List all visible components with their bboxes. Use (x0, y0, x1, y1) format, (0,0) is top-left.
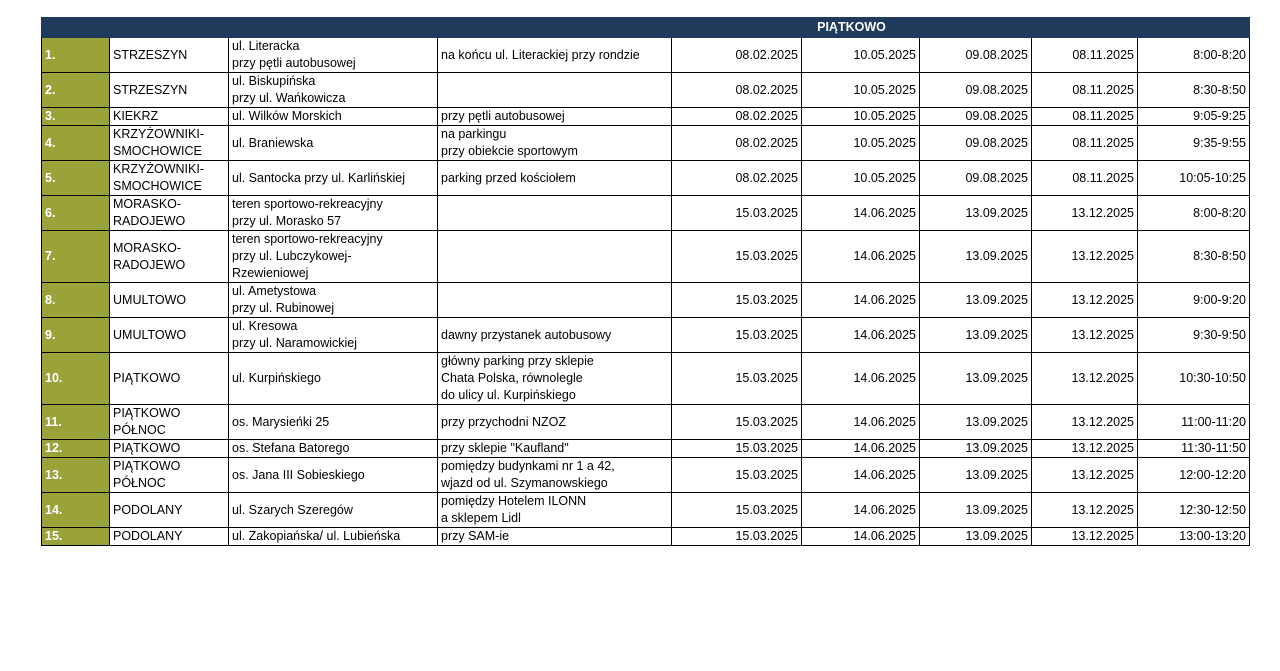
date-cell: 15.03.2025 (672, 318, 802, 353)
row-number: 10. (42, 353, 110, 405)
area-cell (110, 126, 229, 161)
date-cell: 14.06.2025 (802, 353, 920, 405)
time-cell: 8:00-8:20 (1138, 196, 1250, 231)
table-row (42, 108, 1250, 126)
date-cell: 13.09.2025 (920, 231, 1032, 283)
date-cell: 14.06.2025 (802, 493, 920, 528)
address-cell-line: os. Marysieńki 25 (232, 414, 330, 429)
date-cell: 15.03.2025 (672, 196, 802, 231)
date-cell: 13.09.2025 (920, 493, 1032, 528)
date-cell: 15.03.2025 (672, 405, 802, 440)
area-cell-line: MORASKO- (113, 197, 182, 211)
header-cell (438, 18, 672, 38)
address-cell-line: ul. Ametystowa (232, 284, 317, 298)
date-cell: 09.08.2025 (920, 108, 1032, 126)
area-cell (110, 231, 229, 283)
address-cell-line: ul. Kurpińskiego (232, 371, 321, 385)
time-cell: 8:30-8:50 (1138, 73, 1250, 108)
area-cell (110, 458, 229, 493)
address-cell-line: przy ul. Morasko 57 (232, 214, 342, 228)
area-cell-line: SMOCHOWICE (113, 144, 202, 158)
place-cell (438, 353, 672, 405)
date-cell: 08.02.2025 (672, 108, 802, 126)
time-cell: 9:00-9:20 (1138, 283, 1250, 318)
date-cell: 10.05.2025 (802, 38, 920, 73)
header-cell (1032, 18, 1138, 38)
date-cell: 13.09.2025 (920, 440, 1032, 458)
table-row (42, 38, 1250, 73)
area-cell-line: PIĄTKOWO (113, 406, 181, 420)
row-number: 13. (42, 458, 110, 493)
place-cell-line: wjazd od ul. Szymanowskiego (441, 476, 608, 490)
date-cell: 14.06.2025 (802, 405, 920, 440)
row-number: 12. (42, 440, 110, 458)
area-cell-line: KIEKRZ (113, 109, 159, 123)
date-cell: 15.03.2025 (672, 458, 802, 493)
address-cell-line: ul. Santocka przy ul. Karlińskiej (232, 170, 405, 185)
table-row (42, 161, 1250, 196)
area-cell-line: UMULTOWO (113, 292, 187, 307)
address-cell-line: ul. Wilków Morskich (232, 109, 342, 123)
place-cell (438, 440, 672, 458)
date-cell: 14.06.2025 (802, 283, 920, 318)
address-cell-line: ul. Braniewska (232, 135, 314, 150)
address-cell-line: ul. Biskupińska (232, 74, 316, 88)
date-cell: 13.12.2025 (1032, 405, 1138, 440)
date-cell: 13.09.2025 (920, 458, 1032, 493)
place-cell-line: na parkingu (441, 127, 507, 141)
date-cell: 08.02.2025 (672, 38, 802, 73)
address-cell (229, 126, 438, 161)
date-cell: 15.03.2025 (672, 353, 802, 405)
place-cell (438, 196, 672, 231)
date-cell: 13.12.2025 (1032, 458, 1138, 493)
address-cell-line: ul. Zakopiańska/ ul. Lubieńska (232, 529, 401, 543)
table-row (42, 528, 1250, 546)
date-cell: 13.09.2025 (920, 318, 1032, 353)
address-cell (229, 73, 438, 108)
address-cell (229, 528, 438, 546)
date-cell: 13.09.2025 (920, 283, 1032, 318)
date-cell: 08.11.2025 (1032, 161, 1138, 196)
place-cell (438, 38, 672, 73)
date-cell: 09.08.2025 (920, 161, 1032, 196)
place-cell-line: przy przychodni NZOZ (441, 414, 567, 429)
row-number: 1. (42, 38, 110, 73)
address-cell (229, 458, 438, 493)
place-cell-line: pomiędzy budynkami nr 1 a 42, (441, 459, 615, 473)
place-cell-line: Chata Polska, równolegle (441, 371, 583, 385)
header-cell (110, 18, 229, 38)
area-cell-line: STRZESZYN (113, 47, 188, 62)
place-cell (438, 458, 672, 493)
time-cell: 11:30-11:50 (1138, 440, 1250, 458)
area-cell-line: PIĄTKOWO (113, 459, 181, 473)
area-cell-line: PODOLANY (113, 529, 183, 543)
address-cell-line: ul. Literacka (232, 39, 300, 53)
area-cell-line: KRZYŻOWNIKI- (113, 127, 204, 141)
address-cell-line: przy ul. Wańkowicza (232, 91, 346, 105)
area-cell (110, 493, 229, 528)
time-cell: 8:00-8:20 (1138, 38, 1250, 73)
row-number: 6. (42, 196, 110, 231)
area-cell (110, 405, 229, 440)
area-cell-line: UMULTOWO (113, 327, 187, 342)
row-number: 15. (42, 528, 110, 546)
place-cell (438, 161, 672, 196)
address-cell-line: przy ul. Lubczykowej- (232, 249, 352, 263)
time-cell: 10:30-10:50 (1138, 353, 1250, 405)
address-cell (229, 353, 438, 405)
date-cell: 10.05.2025 (802, 73, 920, 108)
date-cell: 14.06.2025 (802, 318, 920, 353)
area-cell-line: PÓŁNOC (113, 476, 166, 490)
place-cell-line: parking przed kościołem (441, 170, 576, 185)
address-cell-line: ul. Szarych Szeregów (232, 502, 353, 517)
schedule-table (41, 17, 1250, 546)
place-cell (438, 493, 672, 528)
date-cell: 10.05.2025 (802, 108, 920, 126)
table-row (42, 318, 1250, 353)
date-cell: 08.11.2025 (1032, 38, 1138, 73)
header-cell (1138, 18, 1250, 38)
place-cell-line: dawny przystanek autobusowy (441, 327, 612, 342)
date-cell: 13.09.2025 (920, 405, 1032, 440)
date-cell: 14.06.2025 (802, 231, 920, 283)
place-cell-line: pomiędzy Hotelem ILONN (441, 494, 587, 508)
table-row (42, 353, 1250, 405)
time-cell: 8:30-8:50 (1138, 231, 1250, 283)
date-cell: 14.06.2025 (802, 440, 920, 458)
date-cell: 10.05.2025 (802, 161, 920, 196)
place-cell-line: główny parking przy sklepie (441, 354, 594, 368)
table-row (42, 440, 1250, 458)
address-cell-line: ul. Kresowa (232, 319, 298, 333)
address-cell-line: teren sportowo-rekreacyjny (232, 197, 383, 211)
place-cell (438, 73, 672, 108)
table-title: PIĄTKOWO (672, 18, 1032, 38)
table-row (42, 405, 1250, 440)
row-number: 8. (42, 283, 110, 318)
address-cell (229, 283, 438, 318)
place-cell-line: przy sklepie "Kaufland" (441, 441, 569, 455)
date-cell: 15.03.2025 (672, 528, 802, 546)
address-cell (229, 38, 438, 73)
row-number: 2. (42, 73, 110, 108)
address-cell-line: Rzewieniowej (232, 266, 309, 280)
time-cell: 12:30-12:50 (1138, 493, 1250, 528)
address-cell (229, 108, 438, 126)
date-cell: 08.11.2025 (1032, 73, 1138, 108)
area-cell-line: PODOLANY (113, 502, 183, 517)
address-cell (229, 493, 438, 528)
area-cell-line: RADOJEWO (113, 257, 186, 272)
area-cell (110, 73, 229, 108)
address-cell (229, 196, 438, 231)
date-cell: 08.11.2025 (1032, 126, 1138, 161)
time-cell: 13:00-13:20 (1138, 528, 1250, 546)
row-number: 4. (42, 126, 110, 161)
row-number: 9. (42, 318, 110, 353)
area-cell-line: PIĄTKOWO (113, 371, 181, 385)
place-cell (438, 283, 672, 318)
area-cell (110, 440, 229, 458)
area-cell (110, 318, 229, 353)
row-number: 11. (42, 405, 110, 440)
date-cell: 08.02.2025 (672, 126, 802, 161)
time-cell: 9:35-9:55 (1138, 126, 1250, 161)
place-cell (438, 318, 672, 353)
address-cell (229, 318, 438, 353)
area-cell (110, 108, 229, 126)
area-cell-line: PIĄTKOWO (113, 441, 181, 455)
area-cell (110, 283, 229, 318)
table-row (42, 73, 1250, 108)
date-cell: 13.12.2025 (1032, 353, 1138, 405)
place-cell-line: przy obiekcie sportowym (441, 144, 578, 158)
date-cell: 13.12.2025 (1032, 283, 1138, 318)
place-cell-line: na końcu ul. Literackiej przy rondzie (441, 47, 640, 62)
date-cell: 15.03.2025 (672, 283, 802, 318)
time-cell: 10:05-10:25 (1138, 161, 1250, 196)
date-cell: 14.06.2025 (802, 458, 920, 493)
time-cell: 9:05-9:25 (1138, 108, 1250, 126)
address-cell-line: przy ul. Naramowickiej (232, 336, 358, 350)
area-cell (110, 353, 229, 405)
address-cell (229, 405, 438, 440)
date-cell: 13.12.2025 (1032, 528, 1138, 546)
date-cell: 08.02.2025 (672, 73, 802, 108)
table-row (42, 458, 1250, 493)
date-cell: 14.06.2025 (802, 528, 920, 546)
address-cell (229, 161, 438, 196)
date-cell: 10.05.2025 (802, 126, 920, 161)
area-cell-line: RADOJEWO (113, 214, 186, 228)
header-cell (42, 18, 110, 38)
date-cell: 13.09.2025 (920, 353, 1032, 405)
table-row (42, 231, 1250, 283)
area-cell-line: MORASKO- (113, 240, 182, 255)
area-cell-line: PÓŁNOC (113, 423, 166, 437)
date-cell: 13.12.2025 (1032, 318, 1138, 353)
row-number: 5. (42, 161, 110, 196)
address-cell (229, 440, 438, 458)
table-row (42, 283, 1250, 318)
area-cell (110, 38, 229, 73)
date-cell: 09.08.2025 (920, 73, 1032, 108)
place-cell (438, 108, 672, 126)
table-row (42, 493, 1250, 528)
place-cell (438, 231, 672, 283)
address-cell-line: os. Stefana Batorego (232, 441, 350, 455)
address-cell-line: przy ul. Rubinowej (232, 301, 335, 315)
place-cell-line: a sklepem Lidl (441, 511, 521, 525)
date-cell: 15.03.2025 (672, 231, 802, 283)
row-number: 3. (42, 108, 110, 126)
row-number: 7. (42, 231, 110, 283)
date-cell: 13.09.2025 (920, 196, 1032, 231)
header-row (42, 18, 1250, 38)
time-cell: 9:30-9:50 (1138, 318, 1250, 353)
place-cell-line: przy SAM-ie (441, 529, 510, 543)
address-cell-line: teren sportowo-rekreacyjny (232, 232, 383, 246)
place-cell-line: do ulicy ul. Kurpińskiego (441, 388, 576, 402)
place-cell-line: przy pętli autobusowej (441, 109, 565, 123)
area-cell-line: STRZESZYN (113, 82, 188, 97)
table-row (42, 196, 1250, 231)
address-cell-line: przy pętli autobusowej (232, 56, 356, 70)
time-cell: 12:00-12:20 (1138, 458, 1250, 493)
date-cell: 13.12.2025 (1032, 231, 1138, 283)
row-number: 14. (42, 493, 110, 528)
table-row (42, 126, 1250, 161)
date-cell: 13.12.2025 (1032, 493, 1138, 528)
area-cell (110, 161, 229, 196)
date-cell: 14.06.2025 (802, 196, 920, 231)
date-cell: 09.08.2025 (920, 126, 1032, 161)
area-cell (110, 528, 229, 546)
area-cell-line: KRZYŻOWNIKI- (113, 162, 204, 176)
place-cell (438, 126, 672, 161)
date-cell: 08.11.2025 (1032, 108, 1138, 126)
area-cell-line: SMOCHOWICE (113, 179, 202, 193)
date-cell: 08.02.2025 (672, 161, 802, 196)
date-cell: 15.03.2025 (672, 493, 802, 528)
address-cell-line: os. Jana III Sobieskiego (232, 467, 365, 482)
date-cell: 13.09.2025 (920, 528, 1032, 546)
address-cell (229, 231, 438, 283)
header-cell (229, 18, 438, 38)
time-cell: 11:00-11:20 (1138, 405, 1250, 440)
place-cell (438, 405, 672, 440)
date-cell: 15.03.2025 (672, 440, 802, 458)
place-cell (438, 528, 672, 546)
date-cell: 13.12.2025 (1032, 440, 1138, 458)
date-cell: 13.12.2025 (1032, 196, 1138, 231)
area-cell (110, 196, 229, 231)
date-cell: 09.08.2025 (920, 38, 1032, 73)
